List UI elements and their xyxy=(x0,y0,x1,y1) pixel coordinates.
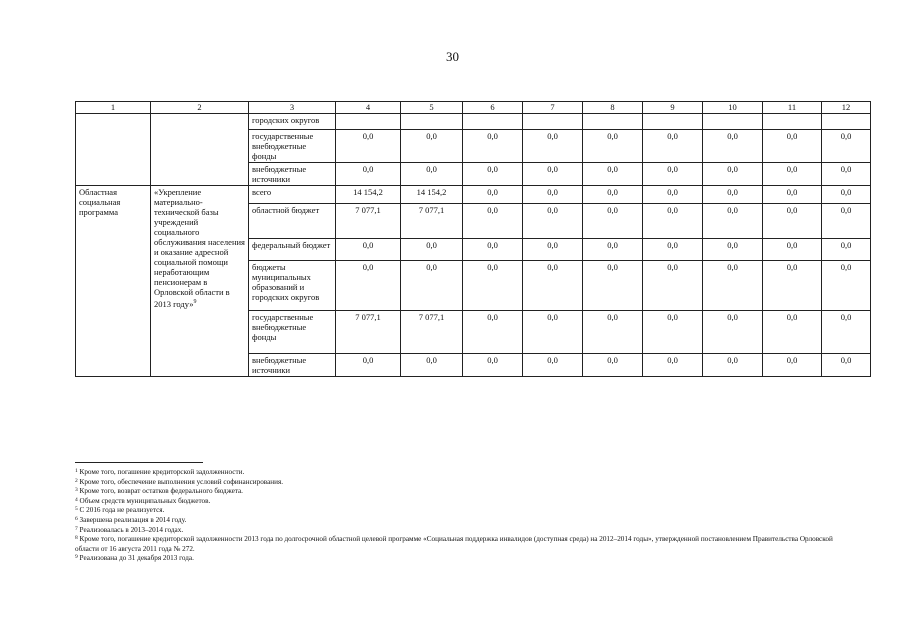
value-cell: 0,0 xyxy=(703,204,763,239)
column-header: 5 xyxy=(401,102,463,114)
source-cell: федеральный бюджет xyxy=(249,239,336,261)
value-cell: 0,0 xyxy=(523,130,583,163)
value-cell: 0,0 xyxy=(643,239,703,261)
value-cell: 0,0 xyxy=(583,354,643,377)
source-cell: внебюджетные источники xyxy=(249,163,336,186)
value-cell xyxy=(763,114,822,130)
footnote xyxy=(75,478,855,488)
value-cell: 0,0 xyxy=(463,186,523,204)
value-cell: 0,0 xyxy=(336,163,401,186)
source-cell: городских округов xyxy=(249,114,336,130)
value-cell: 0,0 xyxy=(336,261,401,311)
value-cell: 0,0 xyxy=(763,239,822,261)
value-cell: 0,0 xyxy=(463,311,523,354)
value-cell: 0,0 xyxy=(583,261,643,311)
footnotes xyxy=(75,468,855,564)
value-cell: 0,0 xyxy=(763,130,822,163)
value-cell: 0,0 xyxy=(703,239,763,261)
value-cell: 0,0 xyxy=(523,354,583,377)
column-header: 9 xyxy=(643,102,703,114)
footnote-text: Объем средств муниципальных бюджетов. xyxy=(79,496,211,505)
value-cell: 0,0 xyxy=(583,239,643,261)
value-cell xyxy=(583,114,643,130)
footnote xyxy=(75,506,855,516)
value-cell: 0,0 xyxy=(523,239,583,261)
footnote-number: 1 xyxy=(75,468,78,474)
value-cell: 0,0 xyxy=(703,261,763,311)
value-cell: 0,0 xyxy=(401,239,463,261)
value-cell: 0,0 xyxy=(336,130,401,163)
value-cell: 0,0 xyxy=(523,261,583,311)
status-cell-empty xyxy=(76,114,151,186)
program-status: Областная социальная программа xyxy=(76,186,151,377)
value-cell: 0,0 xyxy=(463,163,523,186)
value-cell: 0,0 xyxy=(523,311,583,354)
footnote-number: 3 xyxy=(75,487,78,494)
value-cell: 0,0 xyxy=(643,311,703,354)
footnote xyxy=(75,526,855,536)
value-cell: 0,0 xyxy=(523,186,583,204)
value-cell: 0,0 xyxy=(463,354,523,377)
value-cell: 0,0 xyxy=(763,261,822,311)
value-cell: 0,0 xyxy=(583,311,643,354)
value-cell: 0,0 xyxy=(763,354,822,377)
value-cell: 0,0 xyxy=(401,354,463,377)
value-cell: 7 077,1 xyxy=(336,311,401,354)
footnote-number: 9 xyxy=(75,554,78,561)
footnote-number: 5 xyxy=(75,506,78,513)
value-cell: 0,0 xyxy=(703,163,763,186)
footnote-text: Кроме того, погашение кредиторской задолженности. xyxy=(79,468,245,476)
footnote-separator xyxy=(75,462,203,463)
value-cell: 0,0 xyxy=(822,163,871,186)
value-cell: 7 077,1 xyxy=(336,204,401,239)
value-cell: 0,0 xyxy=(822,261,871,311)
value-cell: 0,0 xyxy=(822,130,871,163)
footnote-text: Кроме того, возврат остатков федерального бюджета. xyxy=(79,487,243,496)
value-cell: 0,0 xyxy=(703,354,763,377)
value-cell: 0,0 xyxy=(822,186,871,204)
value-cell: 0,0 xyxy=(763,186,822,204)
source-cell: государственные внебюджетные фонды xyxy=(249,311,336,354)
footnote-text: Реализована до 31 декабря 2013 года. xyxy=(79,554,194,563)
value-cell: 0,0 xyxy=(463,130,523,163)
value-cell: 7 077,1 xyxy=(401,311,463,354)
value-cell: 0,0 xyxy=(336,354,401,377)
value-cell: 0,0 xyxy=(643,130,703,163)
value-cell: 0,0 xyxy=(822,311,871,354)
footnote-number: 2 xyxy=(75,477,78,484)
value-cell: 0,0 xyxy=(763,204,822,239)
value-cell: 0,0 xyxy=(401,163,463,186)
value-cell: 0,0 xyxy=(401,130,463,163)
footnote xyxy=(75,487,855,497)
budget-table xyxy=(75,101,871,377)
column-header: 6 xyxy=(463,102,523,114)
footnote xyxy=(75,516,855,526)
footnote-text: Завершена реализация в 2014 году. xyxy=(79,515,187,524)
value-cell: 0,0 xyxy=(463,204,523,239)
page-number: 30 xyxy=(446,49,459,64)
value-cell: 0,0 xyxy=(523,204,583,239)
value-cell xyxy=(703,114,763,130)
source-cell: государственные внебюджетные фонды xyxy=(249,130,336,163)
column-header: 10 xyxy=(703,102,763,114)
column-header: 12 xyxy=(822,102,871,114)
value-cell xyxy=(523,114,583,130)
footnote-text: С 2016 года не реализуется. xyxy=(79,506,165,515)
value-cell: 0,0 xyxy=(763,311,822,354)
program-name-text: «Укрепление материально-технической базы учреждений социального обслуживания населения и оказание адресной социальной помощи неработающим пенсионерам в Орловской области в 2013 году» xyxy=(154,187,245,309)
footnote-number: 8 xyxy=(75,535,78,542)
table-row xyxy=(76,114,871,130)
footnote xyxy=(75,468,855,478)
value-cell: 0,0 xyxy=(643,261,703,311)
value-cell: 0,0 xyxy=(583,130,643,163)
value-cell xyxy=(643,114,703,130)
program-name xyxy=(151,186,249,377)
value-cell: 0,0 xyxy=(463,239,523,261)
value-cell: 0,0 xyxy=(643,163,703,186)
source-cell: бюджеты муниципальных образований и городских округов xyxy=(249,261,336,311)
footnote xyxy=(75,497,855,507)
value-cell: 0,0 xyxy=(643,186,703,204)
source-cell: областной бюджет xyxy=(249,204,336,239)
value-cell: 0,0 xyxy=(401,261,463,311)
footnote xyxy=(75,535,855,554)
footnote-number: 7 xyxy=(75,525,78,532)
value-cell: 0,0 xyxy=(583,204,643,239)
value-cell: 0,0 xyxy=(703,186,763,204)
footnote-ref: 9 xyxy=(193,299,197,305)
value-cell: 0,0 xyxy=(822,354,871,377)
value-cell xyxy=(822,114,871,130)
source-cell: всего xyxy=(249,186,336,204)
footnote-text: Кроме того, погашение кредиторской задолженности 2013 года по долгосрочной областной целевой программе «Социальная поддержка инвалидов (доступная среда) на 2012–2014 годы», утвержденной постановлением Правительства Орловской области от 16 августа 2011 года № 272. xyxy=(75,535,833,553)
value-cell xyxy=(463,114,523,130)
table-row xyxy=(76,186,871,204)
value-cell: 0,0 xyxy=(763,163,822,186)
value-cell: 0,0 xyxy=(703,130,763,163)
footnote-text: Кроме того, обеспечение выполнения условий софинансирования. xyxy=(79,477,284,486)
value-cell: 0,0 xyxy=(643,204,703,239)
column-header: 11 xyxy=(763,102,822,114)
column-header: 3 xyxy=(249,102,336,114)
value-cell: 0,0 xyxy=(336,239,401,261)
value-cell: 0,0 xyxy=(523,163,583,186)
column-header: 2 xyxy=(151,102,249,114)
value-cell: 0,0 xyxy=(643,354,703,377)
value-cell: 0,0 xyxy=(583,186,643,204)
column-header: 8 xyxy=(583,102,643,114)
source-cell: внебюджетные источники xyxy=(249,354,336,377)
value-cell: 0,0 xyxy=(463,261,523,311)
column-header: 4 xyxy=(336,102,401,114)
footnote-number: 6 xyxy=(75,515,78,522)
footnote xyxy=(75,554,855,564)
value-cell: 0,0 xyxy=(583,163,643,186)
value-cell: 14 154,2 xyxy=(401,186,463,204)
value-cell: 14 154,2 xyxy=(336,186,401,204)
value-cell: 0,0 xyxy=(822,204,871,239)
footnote-number: 4 xyxy=(75,496,78,503)
value-cell: 0,0 xyxy=(703,311,763,354)
footnote-text: Реализовалась в 2013–2014 годах. xyxy=(79,525,184,534)
value-cell: 7 077,1 xyxy=(401,204,463,239)
column-header: 1 xyxy=(76,102,151,114)
value-cell xyxy=(336,114,401,130)
value-cell xyxy=(401,114,463,130)
header-row xyxy=(76,102,871,114)
name-cell-empty xyxy=(151,114,249,186)
value-cell: 0,0 xyxy=(822,239,871,261)
column-header: 7 xyxy=(523,102,583,114)
